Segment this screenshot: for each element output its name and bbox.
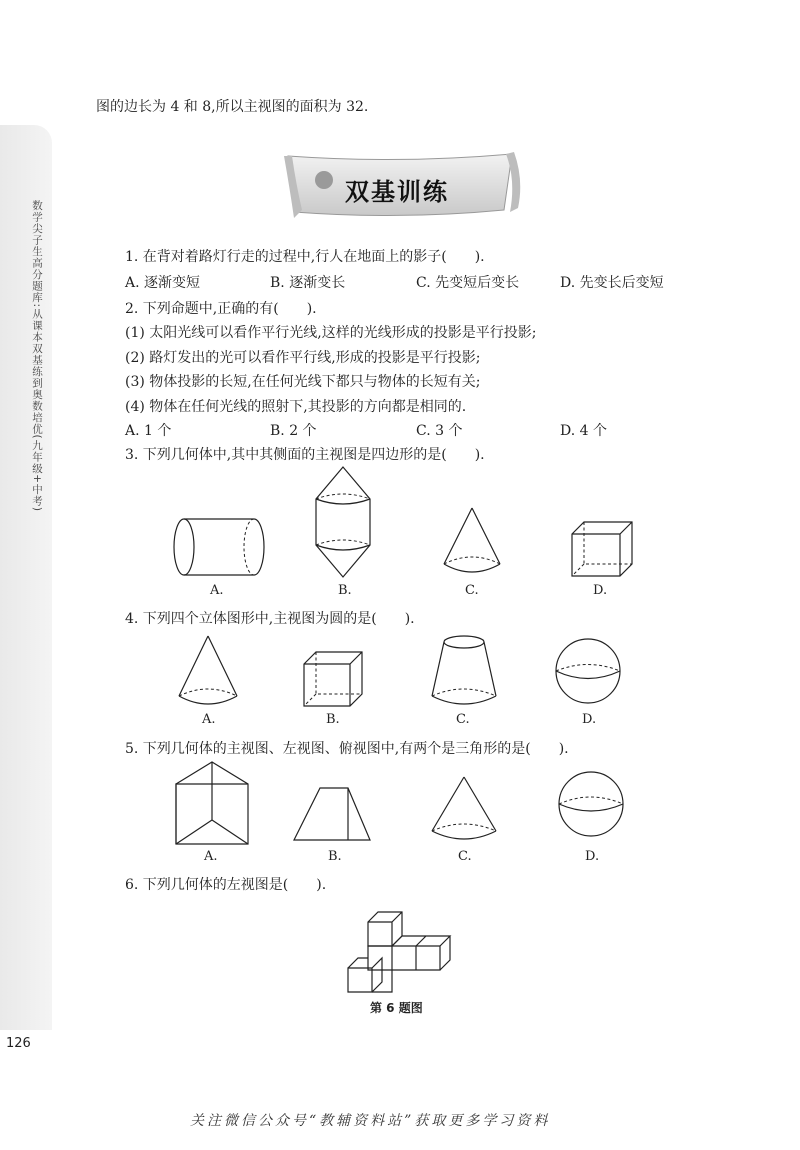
q3-label-b: B. [338, 583, 352, 598]
q4-stem: 4. 下列四个立体图形中,主视图为圆的是( ). [125, 611, 415, 627]
q4-cone-figure [175, 634, 241, 710]
q5-label-b: B. [328, 849, 342, 864]
q1-option-d: D. 先变长后变短 [560, 275, 664, 291]
q5-label-d: D. [585, 849, 600, 864]
q2-stem: 2. 下列命题中,正确的有( ). [125, 301, 317, 317]
q5-sphere-figure [556, 768, 626, 840]
q5-label-c: C. [458, 849, 472, 864]
q3-cone-cylinder-figure [312, 465, 374, 580]
q5-label-a: A. [204, 849, 218, 864]
q2-item-3: (3) 物体投影的长短,在任何光线下都只与物体的长短有关; [125, 374, 481, 390]
q3-label-d: D. [593, 583, 608, 598]
q3-cone-figure [440, 506, 504, 578]
q2-option-b: B. 2 个 [270, 423, 317, 439]
q3-label-c: C. [465, 583, 479, 598]
page-number: 126 [6, 1036, 31, 1051]
q4-label-a: A. [202, 712, 216, 727]
q2-option-c: C. 3 个 [416, 423, 463, 439]
q2-option-a: A. 1 个 [125, 423, 172, 439]
q4-frustum-figure [428, 634, 500, 710]
q4-label-d: D. [582, 712, 597, 727]
q2-item-2: (2) 路灯发出的光可以看作平行线,形成的投影是平行投影; [125, 350, 481, 366]
q6-stem: 6. 下列几何体的左视图是( ). [125, 877, 327, 893]
q3-cylinder-figure [172, 515, 267, 580]
q3-label-a: A. [210, 583, 224, 598]
q5-triangular-prism-lying-figure [292, 786, 372, 842]
q1-option-b: B. 逐渐变长 [270, 275, 346, 291]
q5-stem: 5. 下列几何体的主视图、左视图、俯视图中,有两个是三角形的是( ). [125, 741, 569, 757]
footer-promo: 关注微信公众号“教辅资料站”获取更多学习资料 [190, 1113, 551, 1129]
banner-dot-icon [315, 171, 333, 189]
q2-option-d: D. 4 个 [560, 423, 607, 439]
q5-cone-figure [428, 775, 500, 845]
q4-label-b: B. [326, 712, 340, 727]
q2-item-1: (1) 太阳光线可以看作平行光线,这样的光线形成的投影是平行投影; [125, 325, 537, 341]
q2-item-4: (4) 物体在任何光线的照射下,其投影的方向都是相同的. [125, 399, 467, 415]
book-title-vertical: 数学尖子生高分题库:从课本双基练到奥数培优(九年级+中考) [31, 200, 43, 513]
q4-cube-figure [302, 650, 364, 710]
q6-figure-caption: 第 6 题图 [370, 1001, 423, 1015]
q1-option-c: C. 先变短后变长 [416, 275, 520, 291]
q4-label-c: C. [456, 712, 470, 727]
q3-cube-figure [570, 520, 636, 580]
q3-stem: 3. 下列几何体中,其中其侧面的主视图是四边形的是( ). [125, 447, 485, 463]
q1-stem: 1. 在背对着路灯行走的过程中,行人在地面上的影子( ). [125, 249, 485, 265]
q6-cube-stack-figure [346, 908, 458, 994]
q4-sphere-figure [553, 636, 623, 706]
q5-triangular-prism-upright-figure [174, 760, 250, 846]
q1-option-a: A. 逐渐变短 [125, 275, 201, 291]
previous-answer-line: 图的边长为 4 和 8,所以主视图的面积为 32. [96, 99, 369, 115]
section-title: 双基训练 [345, 178, 449, 206]
